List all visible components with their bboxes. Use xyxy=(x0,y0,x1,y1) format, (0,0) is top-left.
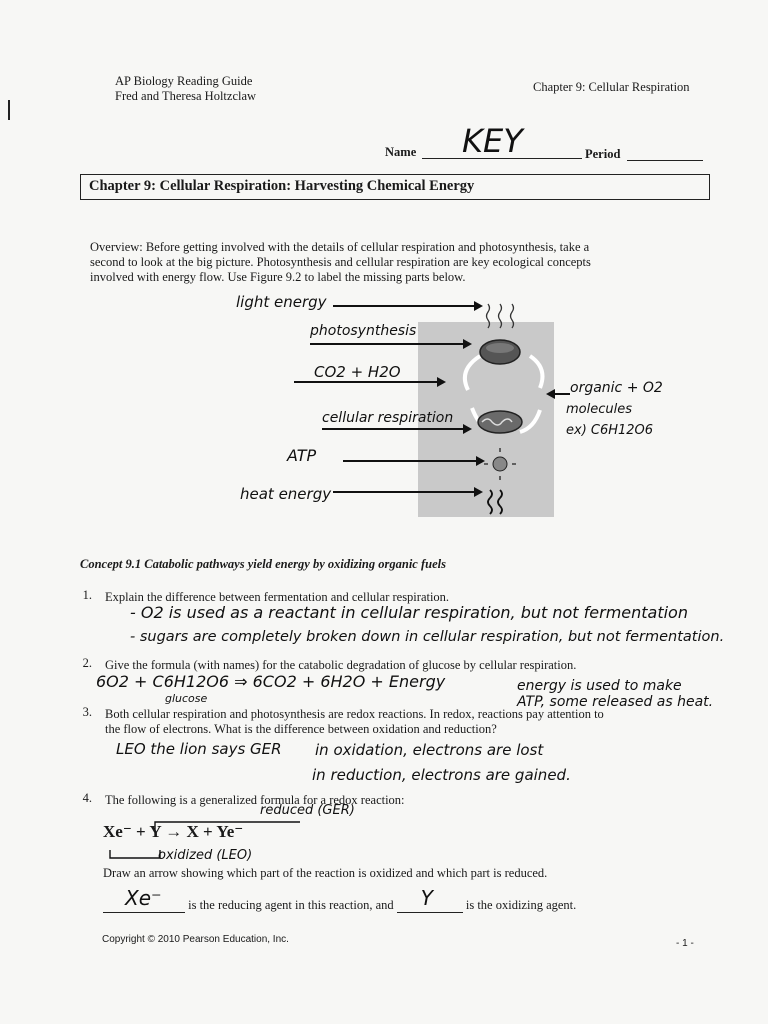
cycle-arrow-right xyxy=(530,356,542,388)
period-blank[interactable] xyxy=(627,160,703,161)
reducing-agent-answer: Xe⁻ xyxy=(125,886,162,910)
oxidizing-agent-blank[interactable] xyxy=(397,886,463,913)
q4-draw-instruction: Draw an arrow showing which part of the reaction is oxidized and which part is reduced. xyxy=(103,866,548,880)
label-cellular-respiration: cellular respiration xyxy=(322,410,454,426)
title-box xyxy=(80,174,710,200)
label-glucose-example: ex) C6H12O6 xyxy=(566,423,654,438)
name-label: Name xyxy=(385,145,417,159)
q3-number: 3. xyxy=(82,705,92,719)
arrow-light-energy xyxy=(333,305,481,307)
q3-line-2: the flow of electrons. What is the difference between oxidation and reduction? xyxy=(105,722,497,736)
q1-answer-1: - O2 is used as a reactant in cellular respiration, but not fermentation xyxy=(130,603,688,622)
overview-line-1: Overview: Before getting involved with the details of cellular respiration and photosynthesis, take a xyxy=(90,240,590,254)
label-heat-energy: heat energy xyxy=(240,485,332,503)
name-value: KEY xyxy=(462,122,523,160)
q3-answer-oxidation: in oxidation, electrons are lost xyxy=(315,741,544,759)
q2-answer-energy: energy is used to make xyxy=(517,678,682,694)
label-co2-h2o: CO2 + H2O xyxy=(314,363,401,381)
q4-number: 4. xyxy=(82,791,92,805)
arrow-photosynthesis xyxy=(310,343,470,345)
overview xyxy=(90,240,710,285)
label-molecules: molecules xyxy=(566,402,632,417)
q3-answer-mnemonic: LEO the lion says GER xyxy=(116,740,282,758)
overview-line-2: second to look at the big picture. Photosynthesis and cellular respiration are key ecological concepts xyxy=(90,255,591,269)
reducing-agent-text: is the reducing agent in this reaction, and xyxy=(188,898,394,912)
heat-wavy-icon xyxy=(488,490,502,514)
oxidizing-agent-answer: Y xyxy=(420,886,433,910)
atp-burst-icon xyxy=(493,457,507,471)
page-number: - 1 - xyxy=(676,938,694,949)
q2-answer-glucose: glucose xyxy=(165,692,208,705)
sunlight-wavy-icon xyxy=(487,304,514,328)
period-label: Period xyxy=(585,147,621,161)
q2-answer-atp: ATP, some released as heat. xyxy=(517,694,714,710)
arrow-co2-h2o xyxy=(294,381,444,383)
arrow-cellular-respiration xyxy=(322,428,470,430)
header-left xyxy=(115,74,256,104)
mitochondrion-icon xyxy=(478,411,522,433)
label-light-energy: light energy xyxy=(236,293,327,311)
cycle-arrow-left xyxy=(465,356,480,390)
page-title: Chapter 9: Cellular Respiration: Harvesting Chemical Energy xyxy=(89,178,475,194)
concept-heading: Concept 9.1 Catabolic pathways yield energy by oxidizing organic fuels xyxy=(80,557,446,571)
arrow-heat-energy xyxy=(333,491,481,493)
copyright: Copyright © 2010 Pearson Education, Inc. xyxy=(102,934,289,945)
label-atp: ATP xyxy=(287,446,317,465)
q1-text: Explain the difference between fermentation and cellular respiration. xyxy=(105,590,450,604)
margin-mark xyxy=(8,100,10,120)
q3-answer-reduction: in reduction, electrons are gained. xyxy=(312,766,571,784)
label-organic: organic + O2 xyxy=(570,380,663,396)
q4-oxidized-note: oxidized (LEO) xyxy=(158,848,253,863)
q1-number: 1. xyxy=(82,588,92,602)
reducing-agent-blank[interactable] xyxy=(103,886,185,913)
q3-text xyxy=(105,707,705,737)
q2-number: 2. xyxy=(82,656,92,670)
arrow-atp xyxy=(343,460,483,462)
oxidizing-agent-text: is the oxidizing agent. xyxy=(465,898,577,912)
q4-text: The following is a generalized formula for a redox reaction: xyxy=(105,793,405,807)
label-photosynthesis: photosynthesis xyxy=(310,323,417,339)
q2-text: Give the formula (with names) for the catabolic degradation of glucose by cellular respiration. xyxy=(105,658,577,672)
authors: Fred and Theresa Holtzclaw xyxy=(115,89,257,103)
q4-agents-line xyxy=(103,886,577,913)
q3-line-1: Both cellular respiration and photosynthesis are redox reactions. In redox, reactions pay attention to xyxy=(105,707,604,721)
header-chapter: Chapter 9: Cellular Respiration xyxy=(533,80,690,94)
q4-reduced-note: reduced (GER) xyxy=(260,803,355,818)
q2-answer-formula: 6O2 + C6H12O6 ⇒ 6CO2 + 6H2O + Energy xyxy=(96,672,446,691)
course-title: AP Biology Reading Guide xyxy=(115,74,253,88)
q4-formula: Xe⁻ + Y → X + Ye⁻ xyxy=(103,822,244,841)
q1-answer-2: - sugars are completely broken down in cellular respiration, but not fermentation. xyxy=(130,629,725,645)
arrow-organic xyxy=(548,393,570,395)
overview-line-3: involved with energy flow. Use Figure 9.2 to label the missing parts below. xyxy=(90,270,466,284)
